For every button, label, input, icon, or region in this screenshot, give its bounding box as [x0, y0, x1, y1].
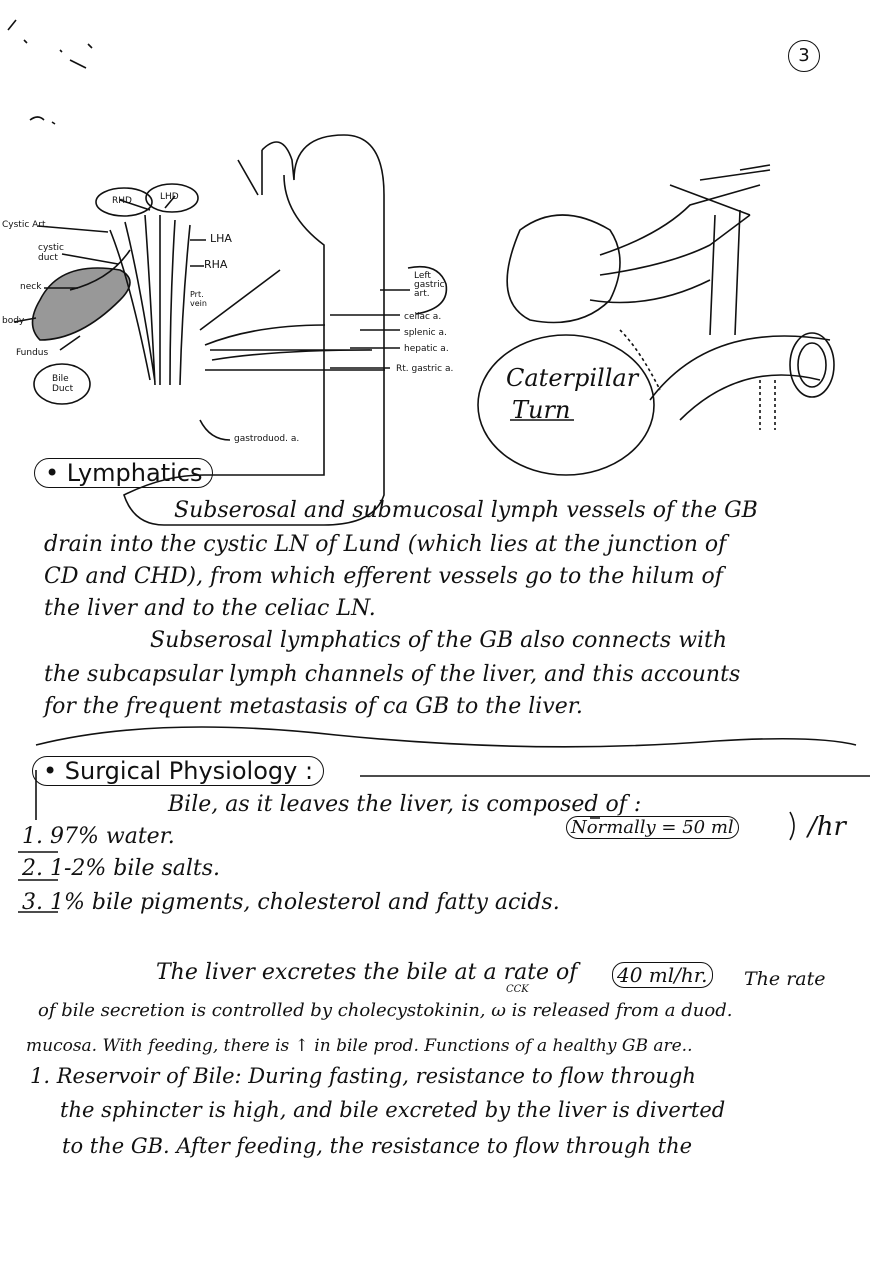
per-hr-note: /hr: [808, 812, 846, 842]
lymph-line-5: Subserosal lymphatics of the GB also connects with: [150, 628, 728, 653]
label-lhd: LHD: [160, 192, 179, 202]
turn-caption: Turn: [512, 396, 571, 424]
label-rha: RHA: [204, 258, 228, 271]
para-line-5: to the GB. After feeding, the resistance to flow through the: [62, 1134, 693, 1158]
excretion-rate: 40 ml/hr.: [612, 962, 713, 988]
surgical-physiology-heading: • Surgical Physiology :: [32, 756, 324, 786]
label-body: body: [2, 316, 25, 326]
bile-item-2: 2. 1-2% bile salts.: [22, 856, 221, 881]
label-lha: LHA: [210, 232, 232, 245]
excretion-line-a: The liver excretes the bile at a rate of: [156, 960, 578, 985]
label-rhd: RHD: [112, 196, 132, 206]
bile-intro: Bile, as it leaves the liver, is composed of :: [168, 792, 642, 817]
lymph-line-2: drain into the cystic LN of Lund (which lies at the junction of: [44, 532, 727, 557]
label-neck: neck: [20, 282, 42, 292]
label-portal-vein: Prt. vein: [190, 290, 207, 308]
para-line-3: 1. Reservoir of Bile: During fasting, resistance to flow through: [30, 1064, 696, 1088]
para-line-4: the sphincter is high, and bile excreted by the liver is diverted: [60, 1098, 726, 1122]
lymph-line-7: for the frequent metastasis of ca GB to the liver.: [44, 694, 583, 719]
label-cystic-art: Cystic Art.: [2, 220, 49, 230]
lymph-line-6: the subcapsular lymph channels of the liver, and this accounts: [44, 662, 741, 687]
label-rt-gastric: Rt. gastric a.: [396, 364, 454, 374]
normally-note: Normally = 50 ml: [566, 816, 739, 839]
label-bile-duct: Bile Duct: [52, 374, 74, 394]
label-splenic: splenic a.: [404, 328, 447, 338]
para-line-2: mucosa. With feeding, there is ↑ in bile prod. Functions of a healthy GB are..: [26, 1036, 693, 1056]
label-cystic-duct: cystic duct: [38, 243, 64, 263]
label-celiac: celiac a.: [404, 312, 442, 322]
caterpillar-caption: Caterpillar: [506, 364, 639, 392]
lymph-line-3: CD and CHD), from which efferent vessels go to the hilum of: [44, 564, 723, 589]
bile-item-3: 3. 1% bile pigments, cholesterol and fatty acids.: [22, 890, 560, 915]
lymphatics-heading: • Lymphatics: [34, 458, 213, 488]
bile-item-1: 1. 97% water.: [22, 824, 175, 849]
cck-note: CCK: [506, 984, 529, 995]
lymph-line-4: the liver and to the celiac LN.: [44, 596, 376, 621]
para-line-1: of bile secretion is controlled by cholecystokinin, ω is released from a duod.: [38, 1000, 733, 1021]
label-hepatic: hepatic a.: [404, 344, 449, 354]
page-number: 3: [788, 40, 820, 72]
lymph-line-1: Subserosal and submucosal lymph vessels of the GB: [174, 498, 758, 523]
label-left-gastric: Left gastric art.: [414, 271, 445, 299]
label-fundus: Fundus: [16, 348, 49, 358]
excretion-line-b: The rate: [744, 968, 826, 990]
label-gastroduodenal: gastroduod. a.: [234, 434, 300, 444]
